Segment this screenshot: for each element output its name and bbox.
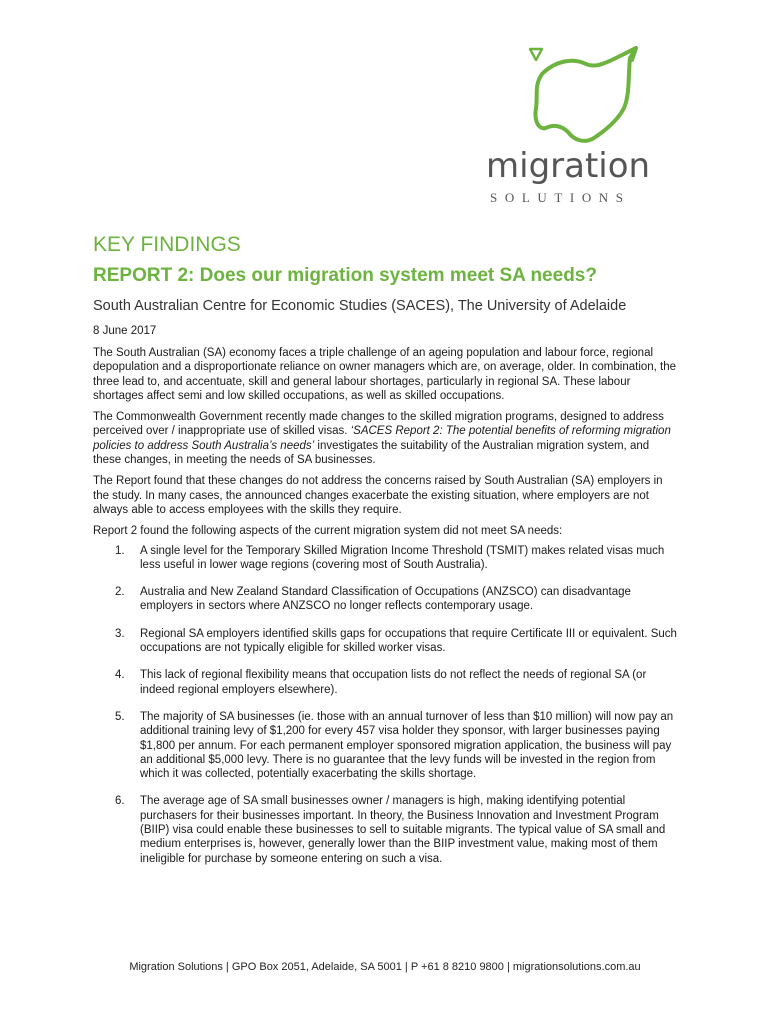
paragraph-text: The Commonwealth Government recently made changes to the skilled migration programs, designed to address perceived over / inappropriate use of skilled visas. (93, 411, 664, 438)
report-date: 8 June 2017 (93, 325, 157, 337)
finding-text: A single level for the Temporary Skilled Migration Income Threshold (TSMIT) makes related visas much less useful in lower wage regions (covering most of South Australia). (140, 544, 665, 571)
finding-item (93, 544, 678, 573)
finding-number: 1. (115, 544, 125, 557)
paragraph-aspects-intro: Report 2 found the following aspects of the current migration system did not meet SA needs: (93, 525, 563, 538)
australia-outline-icon (528, 46, 640, 146)
finding-text: The majority of SA businesses (ie. those with an annual turnover of less than $10 million) will now pay an additional training levy of $1,200 for every 457 visa holder they sponsor, with larger businesses paying $1,800 per annum. For each permanent employer sponsored migration application, the business will pay an additional $5,000 levy. There is no guarantee that the levy funds will be invested in the region from which it was collected, potentially exacerbating the skills shortage. (140, 710, 674, 781)
document-body (93, 232, 678, 879)
finding-number: 4. (115, 669, 125, 682)
logo (478, 46, 651, 206)
tasmania-mark-icon (528, 46, 544, 62)
page-footer: Migration Solutions | GPO Box 2051, Adelaide, SA 5001 | P +61 8 8210 9800 | migrationsolutions.com.au (129, 961, 641, 973)
key-findings-heading: KEY FINDINGS (93, 233, 241, 256)
logo-subtitle: SOLUTIONS (490, 190, 631, 205)
report-title: REPORT 2: Does our migration system meet SA needs? (93, 265, 597, 286)
finding-number: 3. (115, 627, 125, 640)
finding-text: The average age of SA small businesses owner / managers is high, making identifying potential purchasers for their businesses important. In theory, the Business Innovation and Investment Program (BIIP) visa could enable these businesses to sell to suitable migrants. The typical value of SA small and medium enterprises is, however, generally lower than the BIIP investment value, making most of them ineligible for purchase by someone entering on such a visa. (140, 795, 666, 865)
finding-number: 2. (115, 586, 125, 599)
report-subtitle: South Australian Centre for Economic Studies (SACES), The University of Adelaide (93, 298, 627, 314)
finding-number: 6. (115, 795, 125, 808)
paragraph-text: investigates the suitability of the Australian migration system, and these changes, in meeting the needs of SA businesses. (93, 439, 650, 467)
paragraph-report-found: The Report found that these changes do not address the concerns raised by South Australian (SA) employers in the study. In many cases, the announced changes exacerbate the existing situation, where employers are not always able to access employees with the skills they require. (93, 475, 663, 516)
finding-text: Regional SA employers identified skills gaps for occupations that require Certificate III or equivalent. Such occupations are not typically eligible for skilled worker visas. (140, 627, 677, 655)
paragraph-commonwealth (93, 410, 678, 467)
finding-item (93, 627, 678, 656)
finding-text: Australia and New Zealand Standard Classification of Occupations (ANZSCO) can disadvantage employers in sectors where ANZSCO no longer reflects contemporary usage. (140, 586, 631, 613)
finding-number: 5. (115, 710, 125, 723)
finding-text: This lack of regional flexibility means that occupation lists do not reflect the needs of regional SA (or indeed regional employers elsewhere). (140, 669, 647, 696)
finding-item (93, 585, 678, 614)
paragraph-intro: The South Australian (SA) economy faces a triple challenge of an ageing population and labour force, regional depopulation and a disproportionate reliance on owner managers which are, on average, older. In combination, the three lead to, and accentuate, skill and general labour shortages, particularly in regional SA. These labour shortages affect semi and low skilled occupations, as well as skilled occupations. (93, 347, 677, 402)
logo-wordmark: migration (486, 146, 651, 186)
report-reference: ‘SACES Report 2: The potential benefits of reforming migration policies to address South Australia’s needs’ (93, 425, 671, 452)
finding-item (93, 668, 678, 697)
finding-item (93, 794, 678, 865)
finding-item (93, 710, 678, 781)
findings-list (93, 544, 678, 866)
